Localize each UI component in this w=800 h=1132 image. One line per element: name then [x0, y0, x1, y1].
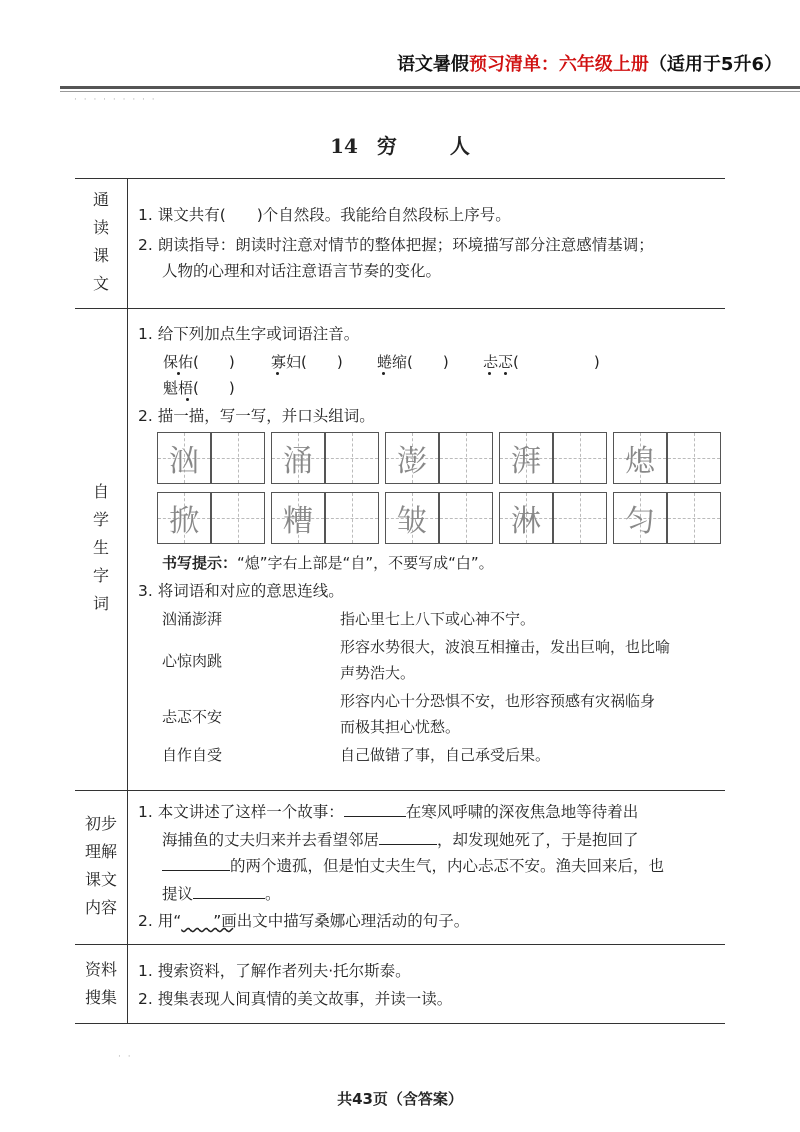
materials-line-1: 1. 搜索资料，了解作者列夫·托尔斯泰。	[138, 962, 411, 980]
q3-prompt: 3. 将词语和对应的意思连线。	[138, 582, 344, 600]
label-chars: 资料	[84, 960, 117, 979]
trace-cell	[157, 492, 211, 544]
write-cell[interactable]	[325, 432, 379, 484]
write-cell[interactable]	[667, 492, 721, 544]
emphasis-dot	[488, 372, 491, 375]
pinyin-item: 寡妇( )	[271, 353, 343, 371]
trace-cell	[385, 432, 439, 484]
pinyin-row-2: 魁梧( )	[163, 379, 235, 397]
char-pair	[385, 492, 493, 544]
write-cell[interactable]	[553, 492, 607, 544]
pinyin-item: 保佑( )	[163, 353, 235, 371]
answer-blank[interactable]	[379, 828, 437, 845]
text: 1. 本文讲述了这样一个故事：	[138, 803, 344, 821]
pinyin-item: 蜷缩( )	[377, 353, 449, 371]
text: 的两个遗孤，但是怕丈夫生气，内心忐忑不安。渔夫回来后，也	[230, 857, 665, 875]
answer-blank[interactable]	[162, 854, 230, 871]
text: ，却发现她死了，于是抱回了	[437, 831, 639, 849]
label-chars: 初步	[84, 814, 117, 833]
section-label-materials	[75, 956, 127, 1012]
text: 。	[265, 885, 281, 903]
char-pair	[271, 432, 379, 484]
table-rule	[75, 1023, 725, 1024]
label-char: 读	[92, 218, 109, 237]
q2-prompt: 2. 描一描，写一写，并口头组词。	[138, 407, 375, 425]
label-char: 字	[92, 566, 109, 585]
label-char: 生	[92, 538, 109, 557]
header-rule	[60, 86, 800, 89]
write-cell[interactable]	[211, 432, 265, 484]
trace-cell	[271, 492, 325, 544]
tip-label: 书写提示：	[162, 554, 238, 572]
label-char: 通	[92, 190, 109, 209]
title-red: 预习清单：六年级上册	[468, 54, 649, 75]
reading-line-2: 2. 朗读指导：朗读时注意对情节的整体把握；环境描写部分注意感情基调；	[138, 236, 654, 254]
understanding-line-5	[138, 910, 469, 932]
section-label-self-study	[75, 478, 127, 618]
match-meaning-cont: 声势浩大。	[340, 664, 416, 682]
char-pair	[499, 432, 607, 484]
header-band	[0, 0, 800, 92]
match-word[interactable]: 汹涌澎湃	[162, 610, 223, 628]
char-pair	[157, 492, 265, 544]
trace-cell	[385, 492, 439, 544]
worksheet-table	[75, 178, 725, 1024]
char-pair	[271, 492, 379, 544]
title-paren: （适用于5升6）	[648, 54, 782, 75]
emphasis-dot	[382, 372, 385, 375]
char-grid-row-2	[157, 492, 727, 544]
pinyin-item: 忐忑( )	[483, 353, 600, 371]
decorative-dots: · ·	[118, 1052, 133, 1062]
understanding-line-3	[162, 854, 664, 877]
trace-cell	[499, 432, 553, 484]
text: 海捕鱼的丈夫归来并去看望邻居	[162, 831, 380, 849]
answer-blank[interactable]	[344, 800, 406, 817]
table-rule	[75, 308, 725, 309]
understanding-line-4	[162, 882, 281, 905]
text: 提议	[162, 885, 194, 903]
trace-char: 涌	[283, 444, 313, 479]
emphasis-dot	[276, 372, 279, 375]
title-black: 语文暑假	[396, 54, 469, 75]
trace-cell	[157, 432, 211, 484]
text: 2. 用“	[138, 912, 182, 930]
lesson-title-char-2: 人	[449, 134, 470, 158]
trace-char: 湃	[511, 444, 541, 479]
book-title	[397, 50, 782, 76]
q1-prompt: 1. 给下列加点生字或词语注音。	[138, 325, 360, 343]
trace-char: 熄	[625, 444, 655, 479]
match-word[interactable]: 忐忑不安	[162, 708, 223, 726]
match-meaning[interactable]: 自己做错了事，自己承受后果。	[340, 746, 551, 764]
char-pair	[613, 432, 721, 484]
writing-tip	[162, 552, 494, 574]
match-word[interactable]: 自作自受	[162, 746, 223, 764]
table-divider	[127, 178, 128, 1024]
match-word[interactable]: 心惊肉跳	[162, 652, 223, 670]
trace-char: 汹	[169, 444, 199, 479]
label-chars: 内容	[84, 898, 117, 917]
label-char: 课	[92, 246, 109, 265]
table-rule	[75, 178, 725, 179]
text: ”画出文中描写桑娜心理活动的句子。	[213, 912, 470, 930]
emphasis-dot	[504, 372, 507, 375]
section-label-reading	[75, 186, 127, 298]
char-pair	[157, 432, 265, 484]
char-pair	[613, 492, 721, 544]
write-cell[interactable]	[439, 432, 493, 484]
lesson-title-char-1: 穷	[376, 134, 397, 158]
trace-cell	[613, 432, 667, 484]
trace-char: 淋	[511, 504, 541, 539]
trace-cell	[499, 492, 553, 544]
label-char: 词	[92, 594, 109, 613]
label-char: 文	[92, 274, 109, 293]
char-pair	[499, 492, 607, 544]
trace-cell	[613, 492, 667, 544]
answer-blank[interactable]	[193, 882, 265, 899]
lesson-number: 14	[330, 134, 358, 158]
page-footer: 共43页（含答案）	[337, 1090, 463, 1108]
char-pair	[385, 432, 493, 484]
understanding-line-1	[138, 800, 638, 823]
write-cell[interactable]	[325, 492, 379, 544]
match-meaning[interactable]: 指心里七上八下或心神不宁。	[340, 610, 536, 628]
label-chars: 搜集	[84, 988, 117, 1007]
write-cell[interactable]	[553, 432, 607, 484]
match-meaning[interactable]: 形容水势很大，波浪互相撞击，发出巨响，也比喻	[340, 638, 671, 656]
label-char: 自	[92, 482, 109, 501]
write-cell[interactable]	[211, 492, 265, 544]
label-chars: 课文	[84, 870, 117, 889]
emphasis-dot	[177, 372, 180, 375]
tip-text: “熄”字右上部是“自”，不要写成“白”。	[237, 554, 494, 572]
trace-char: 皱	[397, 504, 427, 539]
match-meaning[interactable]: 形容内心十分恐惧不安，也形容预感有灾祸临身	[340, 692, 656, 710]
trace-char: 匀	[625, 504, 655, 539]
label-char: 学	[92, 510, 109, 529]
emphasis-dot	[186, 398, 189, 401]
table-rule	[75, 790, 725, 791]
reading-line-1: 1. 课文共有( )个自然段。我能给自然段标上序号。	[138, 206, 511, 224]
decorative-dots: · · · · · · · · ·	[74, 95, 157, 105]
header-rule-thin	[60, 91, 800, 92]
understanding-line-2	[162, 828, 639, 851]
write-cell[interactable]	[439, 492, 493, 544]
trace-char: 澎	[397, 444, 427, 479]
label-chars: 理解	[84, 842, 117, 861]
text: 在寒风呼啸的深夜焦急地等待着出	[405, 803, 639, 821]
lesson-title	[0, 130, 800, 159]
reading-line-3: 人物的心理和对话注意语言节奏的变化。	[162, 262, 442, 280]
wavy-line-marker	[181, 910, 213, 932]
trace-char: 掀	[169, 504, 199, 539]
table-rule	[75, 944, 725, 945]
materials-line-2: 2. 搜集表现人间真情的美文故事，并读一读。	[138, 990, 453, 1008]
trace-cell	[271, 432, 325, 484]
section-label-understanding	[75, 810, 127, 922]
char-grid-row-1	[157, 432, 727, 484]
trace-char: 糟	[283, 504, 313, 539]
match-meaning-cont: 而极其担心忧愁。	[340, 718, 461, 736]
write-cell[interactable]	[667, 432, 721, 484]
